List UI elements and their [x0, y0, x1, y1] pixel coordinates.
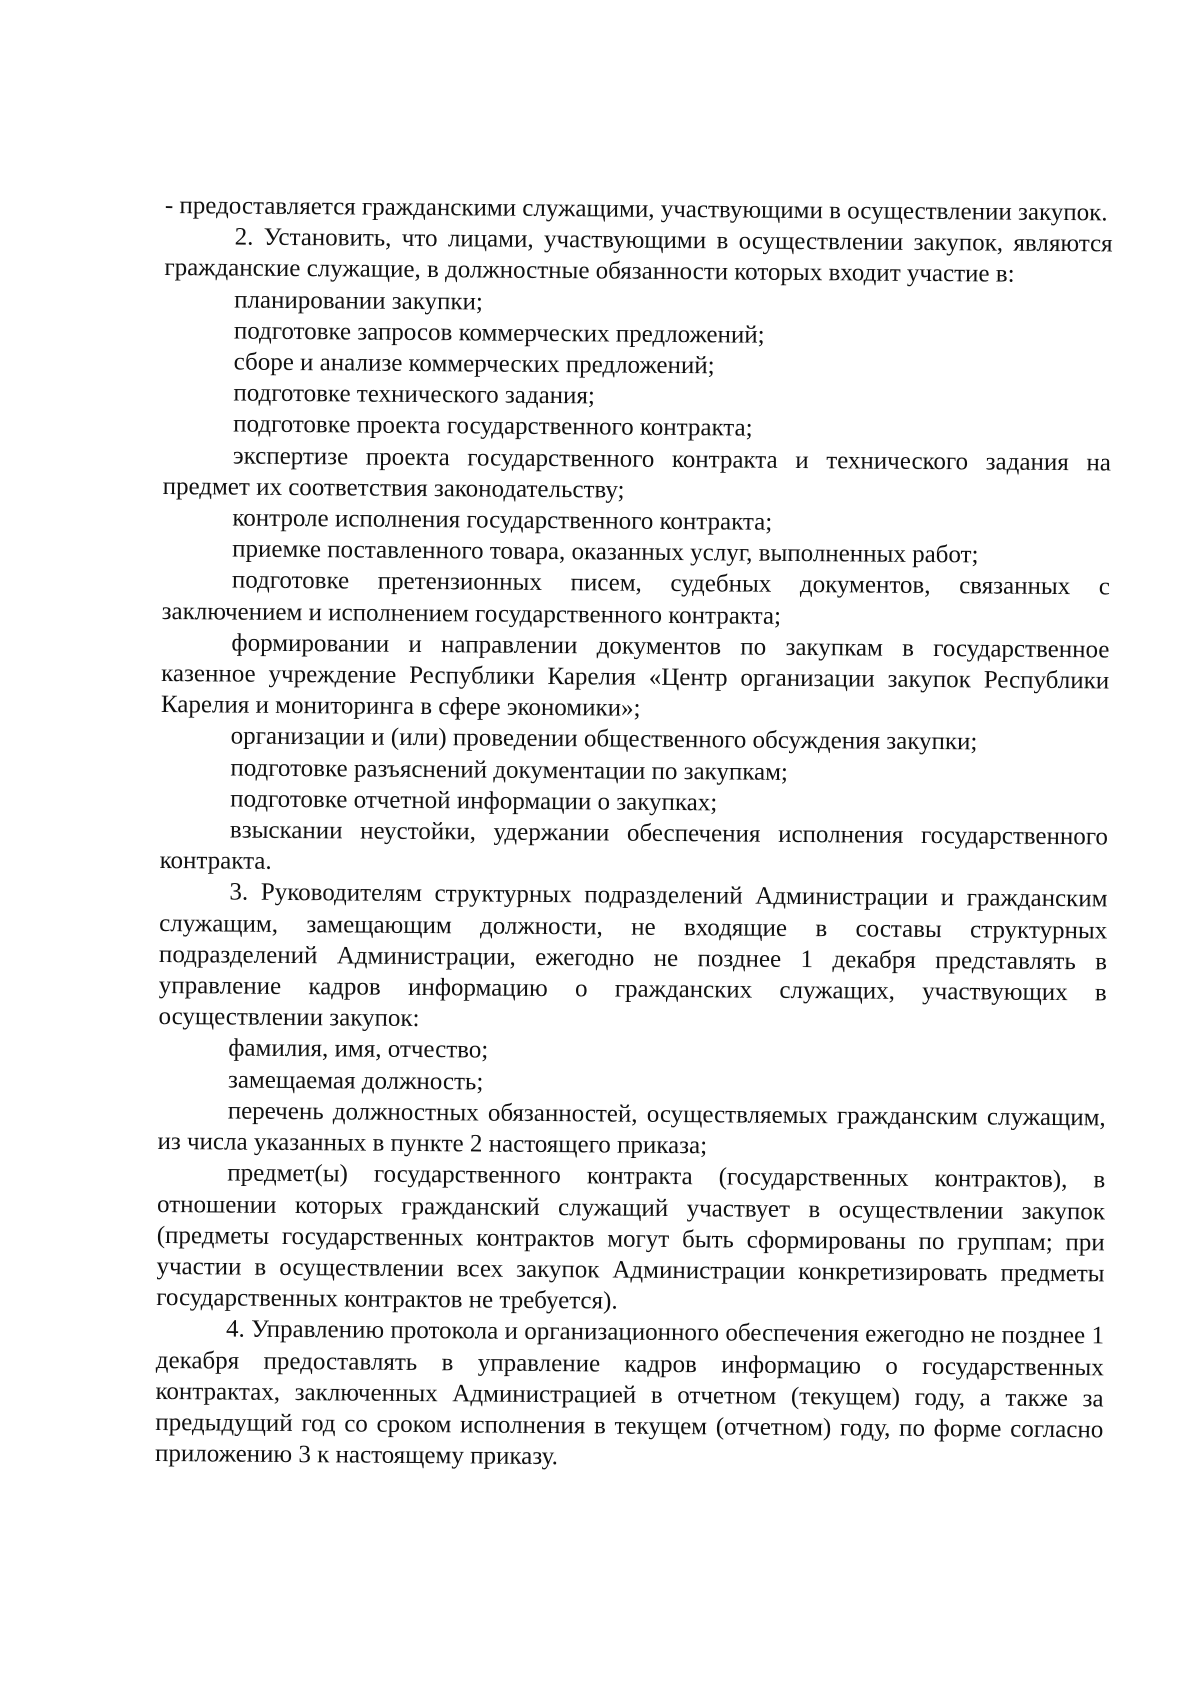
- paragraph-intro: - предоставляется гражданскими служащими, участвующими в осуществлении закупок.: [164, 191, 1108, 227]
- list-item: фамилия, имя, отчество;: [228, 1035, 489, 1065]
- list-item: организации и (или) проведении общественного обсуждения закупки;: [230, 722, 978, 756]
- list-item: перечень должностных обязанностей, осуществляемых гражданским служащим, из числа указанных в пункте 2 настоящего приказа;: [157, 1097, 1106, 1160]
- paragraph-4: 4. Управлению протокола и организационного обеспечения ежегодно не позднее 1 декабря предоставлять в управление кадров информацию о государственных контрактах, заключенных Администрацией в отчетном (текущем) году, а также за предыдущий год со сроком исполнения в текущем (отчетном) году, по форме согласно приложению 3 к настоящему приказу.: [154, 1315, 1105, 1471]
- list-item: подготовке отчетной информации о закупках;: [230, 785, 718, 817]
- list-item: подготовке проекта государственного контракта;: [233, 410, 753, 443]
- list-item: предмет(ы) государственного контракта (государственных контрактов), в отношении которых гражданский служащий участвует в осуществлении закупок (предметы государственных контрактов могут быть сформированы по группам; при участии в осуществлении всех закупок Администрации конкретизировать предметы государственных контрактов не требуется).: [156, 1159, 1106, 1315]
- list-item: сборе и анализе коммерческих предложений;: [233, 348, 715, 380]
- list-item: подготовке запросов коммерческих предложений;: [233, 317, 765, 349]
- list-item: экспертизе проекта государственного контракта и технического задания на предмет их соответствия законодательству;: [162, 442, 1111, 504]
- list-item: формировании и направлении документов по закупкам в государственное казенное учреждение Республики Карелия «Центр организации закупок Республики Карелия и мониторинга в сфере экономики»;: [160, 629, 1110, 723]
- list-item: подготовке разъяснений документации по закупкам;: [230, 754, 789, 786]
- document-body: [155, 190, 1113, 1477]
- list-item: планировании закупки;: [234, 286, 484, 316]
- list-item: замещаемая должность;: [227, 1066, 484, 1096]
- paragraph-3: 3. Руководителям структурных подразделений Администрации и гражданским служащим, замещающим должности, не входящие в составы структурных подразделений Администрации, ежегодно не позднее 1 декабря представлять в управление кадров информацию о гражданских служащих, участвующих в осуществлении закупок:: [158, 878, 1108, 1033]
- list-item: приемке поставленного товара, оказанных услуг, выполненных работ;: [232, 535, 979, 569]
- list-item: взыскании неустойки, удержании обеспечения исполнения государственного контракта.: [159, 816, 1109, 876]
- list-item: подготовке претензионных писем, судебных документов, связанных с заключением и исполнением государственного контракта;: [161, 566, 1111, 630]
- paragraph-2: 2. Установить, что лицами, участвующими в осуществлении закупок, являются гражданские служащие, в должностные обязанности которых входит участие в:: [164, 223, 1113, 289]
- list-item: подготовке технического задания;: [233, 379, 596, 410]
- list-item: контроле исполнения государственного контракта;: [232, 504, 773, 536]
